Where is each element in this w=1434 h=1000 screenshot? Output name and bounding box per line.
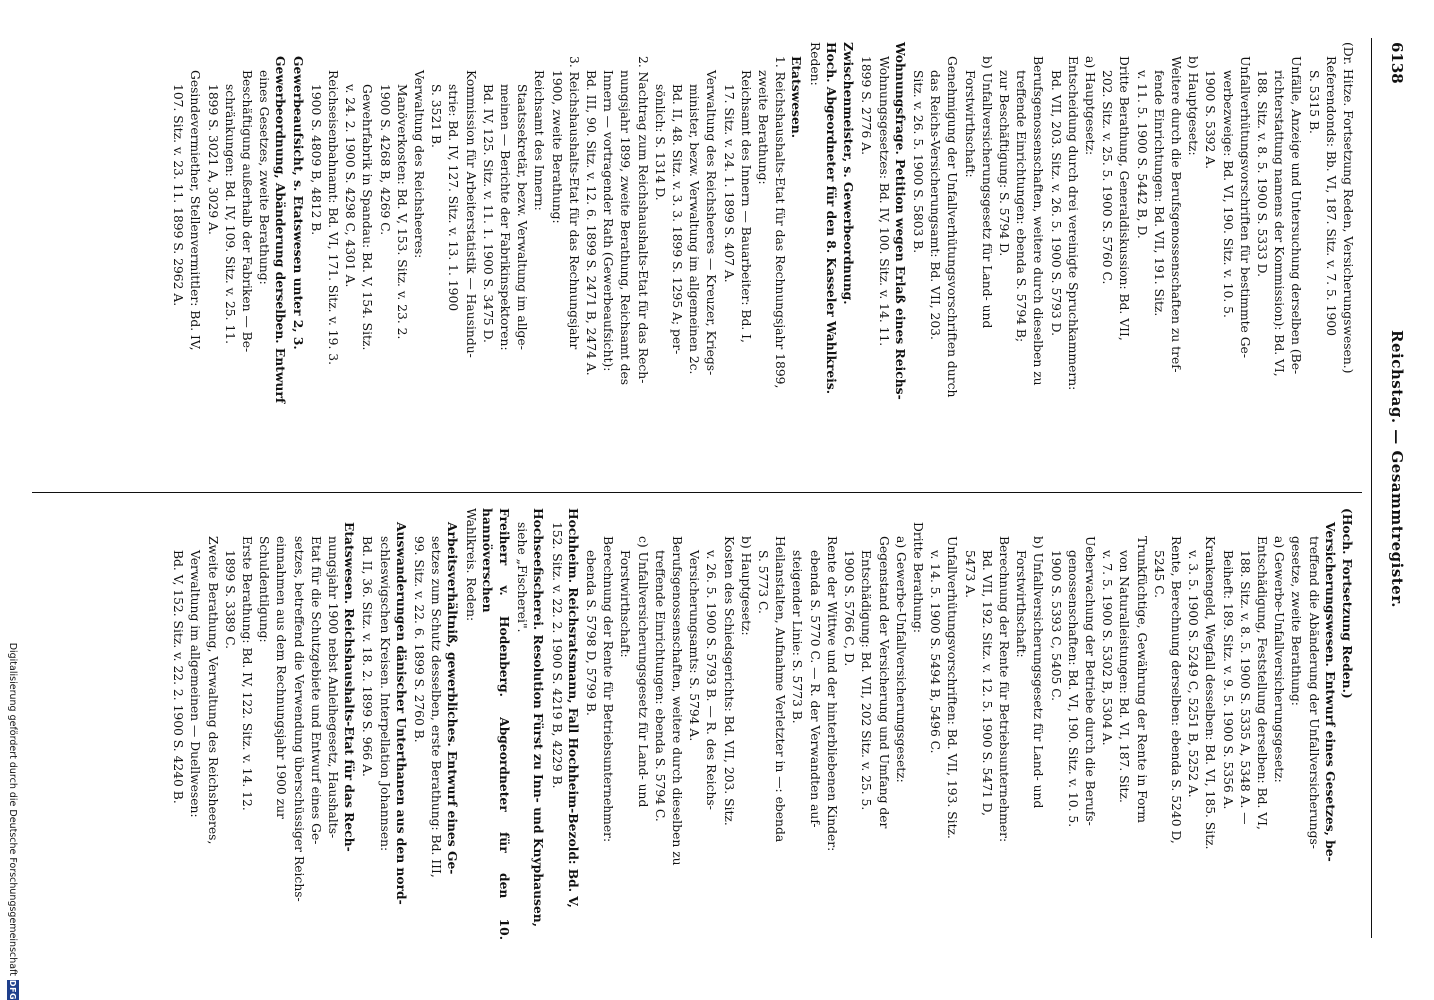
index-line: S. 3521 B. <box>429 84 444 148</box>
index-line: v. 11. 5. 1900 S. 5442 B, D. <box>1134 70 1149 239</box>
index-line: Zwischenmeister, s. Gewerbeordnung. <box>841 42 857 305</box>
index-line: Zweite Berathung, Verwaltung des Reichsheeres, <box>205 536 220 845</box>
left-column <box>169 42 1356 474</box>
index-line: Bd. VII, 192. Sitz. v. 12. 5. 1900 S. 5471 D, <box>979 550 994 816</box>
index-line: Dritte Berathung, Generaldiskussion: Bd. VII, <box>1117 56 1132 341</box>
index-line: Sitz. v. 26. 5. 1900 S. 5803 B. <box>910 70 925 254</box>
index-line: Arbeitsverhältniß, gewerbliches. Entwurf eines Ge- <box>445 522 461 875</box>
index-line: minister, bezw. Verwaltung im allgemeinen 2c. <box>687 84 702 375</box>
index-line: siehe „Fischerei". <box>515 522 530 633</box>
index-line: Reichseisenbahnamt: Bd. VI, 171. Sitz. v. 19. 3. <box>326 70 341 365</box>
index-line: 1900, zweite Berathung: <box>549 70 564 224</box>
index-line: Entscheidung durch drei vereinigte Spruchkammern: <box>1065 56 1080 391</box>
index-line: Entschädigung: Bd. VII, 202 Sitz. v. 25. 5. <box>859 550 874 811</box>
index-line: von Naturalleistungen: Bd. VI, 187. Sitz. <box>1117 550 1132 803</box>
index-line: Berechnung der Rente für Betriebsunternehmer: <box>601 536 616 843</box>
page-number: 6138 <box>1388 42 1406 84</box>
footer-text: Digitalisierung gefördert durch die Deutsche Forschungsgemeinschaft <box>7 642 19 976</box>
index-line: Bd. II, 48. Sitz. v. 3. 3. 1899 S. 1295 A; per- <box>670 84 685 355</box>
index-line: Gewehrfabrik in Spandau: Bd. V, 154. Sitz. <box>360 84 375 351</box>
index-line: Reichsamt des Innern — Bauarbeiter: Bd. I, <box>738 70 753 343</box>
index-line: Versicherungswesen. Entwurf eines Gesetzes, be- <box>1322 522 1338 862</box>
index-line: Trunkfüchtige, Gewährung der Rente in Form <box>1134 536 1149 823</box>
index-line: Gesindevermiether, Stellenvermittler: Bd. IV, <box>188 70 203 351</box>
index-line: a) Hauptgesetz: <box>1082 56 1097 156</box>
index-line: 1900 S. 5392 A. <box>1203 70 1218 169</box>
index-line: nungsjahr 1900 nebst Anleihegesetz, Haushalts- <box>326 536 341 839</box>
index-line: Bd. IV, 125. Sitz. v. 11. 1. 1900 S. 3475 D. <box>480 84 495 343</box>
index-line: Verwaltung des Reichsheeres: <box>412 70 427 259</box>
right-column <box>169 508 1356 940</box>
index-line: b) Unfallversicherungsgesetz für Land- und <box>1031 536 1046 809</box>
index-line: Etatswesen. Reichshaushalts-Etat für das Rech- <box>342 522 358 852</box>
index-line: 5473 A. <box>962 550 977 598</box>
index-line: 1899 S. 2776 A. <box>859 56 874 155</box>
index-line: Kommission für Arbeiterstatistik — Hausindu- <box>463 70 478 358</box>
index-line: v. 7. 5. 1900 S. 5302 B, 5304 A. <box>1100 550 1115 746</box>
index-line: zweite Berathung: <box>756 70 771 185</box>
index-line: Kosten des Schiedsgerichts: Bd. VII, 203. Sitz. <box>721 536 736 826</box>
index-line: Gewerbeaufsicht, s. Etatswesen unter 2, 3. <box>290 56 306 350</box>
index-line: 188. Sitz. v. 8. 5. 1900 S. 5335 A, 5348 A. — <box>1237 550 1252 825</box>
index-line: Innern — vortragender Rath (Gewerbeaufsicht): <box>601 70 616 372</box>
index-line: das Reichs-Versicherungsamt: Bd. VII, 203. <box>928 70 943 340</box>
index-line: meinen — Berichte der Fabrikinspektoren: <box>498 84 513 351</box>
index-line: b) Hauptgesetz: <box>1186 56 1201 156</box>
index-line: Forstwirthschaft: <box>962 70 977 178</box>
index-line: v. 24. 2. 1900 S. 4298 C, 4301 A. <box>343 84 358 288</box>
index-line: b) Unfallversicherungsgesetz für Land- und <box>979 56 994 329</box>
index-line: Berechnung der Rente für Betriebsunternehmer: <box>996 536 1011 843</box>
digitization-footer <box>4 610 22 1000</box>
index-line: fende Einrichtungen: Bd. VII, 191. Sitz. <box>1151 70 1166 317</box>
index-line: zur Beschäftigung: S. 5794 D. <box>996 70 1011 257</box>
index-line: 1. Reichshaushalts-Etat für das Rechnungsjahr 1899, <box>773 56 788 389</box>
index-line: Genehmigung der Unfallverhütungsvorschriften durch <box>945 56 960 398</box>
index-line: Berufsgenossenschaften, weitere durch dieselben zu <box>670 536 685 866</box>
index-line: treffende Einrichtungen: ebenda S. 5794 C. <box>652 550 667 822</box>
index-line: Berufsgenossenschaften, weitere durch dieselben zu <box>1031 56 1046 386</box>
index-line: 1899 S. 3389 C. <box>222 550 237 650</box>
index-line: Hochheim. Reichsratsmann, Fall Hochheim-Bezold: Bd. V, <box>565 508 581 908</box>
index-line: steigender Linie: S. 5773 B. <box>790 550 805 724</box>
index-line: Manöverkosten: Bd. V, 153. Sitz. v. 23. 2. <box>394 84 409 340</box>
index-line: Staatssekretär, bezw. Verwaltung im allge- <box>515 84 530 350</box>
index-line: Wohnungsfrage. Petition wegen Erlaß eines Reichs- <box>892 42 908 400</box>
index-line: Erste Berathung: Bd. IV, 122. Sitz. v. 14. 12. <box>240 536 254 811</box>
index-line: Gegenstand der Versicherung und Umfang der <box>876 536 891 829</box>
index-line: v. 14. 5. 1900 S. 5494 B, 5496 C. <box>928 550 943 754</box>
index-line: 3. Reichshaushalts-Etat für das Rechnungsjahr <box>566 56 581 350</box>
index-line: ebenda S. 5770 C. — R. der Verwandten auf- <box>807 550 822 828</box>
index-line: Bd. VII, 203. Sitz. v. 26. 5. 1900 S. 5793 D. <box>1048 70 1063 336</box>
index-line: (Dr. Hitze. Fortsetzung Reden, Versicherungswesen.) <box>1341 42 1355 374</box>
index-line: Hochseefischerei. Resolution Fürst zu Inn- und Knyphausen, <box>531 508 547 928</box>
index-line: 99. Sitz. v. 22. 6. 1899 S. 2760 B. <box>412 536 427 743</box>
index-line: Bd. V, 152. Sitz. v. 22. 2. 1900 S. 4240 B. <box>171 550 186 804</box>
index-line: ebenda S. 5798 D, 5799 B. <box>584 550 599 716</box>
index-line: Verwaltung des Reichsheeres — Kreuzer, Kriegs- <box>704 70 719 376</box>
index-line: Forstwirthschaft: <box>618 550 633 658</box>
index-line: schleswigschen Kreisen. Interpellation Johannsen: <box>377 536 392 852</box>
index-line: Bd. II, 36. Sitz. v. 18. 2. 1899 S. 966 A. <box>360 536 375 777</box>
index-line: 1899 S. 3021 A, 3029 A. <box>205 84 220 235</box>
index-line: 5245 C. <box>1151 550 1166 599</box>
index-line: Reichsamt des Innern: <box>532 70 547 211</box>
index-line: S. 5773 C. <box>756 550 771 614</box>
index-line: Unfallverhütungsvorschriften: Bd. VII, 193. Sitz. <box>945 536 960 839</box>
index-line: Entschädigung, Feststellung derselben: Bd. VI, <box>1254 536 1269 830</box>
index-line: nungsjahr 1899, zweite Berathung, Reichsamt des <box>618 70 633 386</box>
index-line: c) Unfallversicherungsgesetz für Land- und <box>635 536 650 808</box>
index-line: Dritte Berathung: <box>910 522 925 633</box>
index-line: 152. Sitz. v. 22. 2. 1900 S. 4219 B, 4229 B. <box>549 522 564 789</box>
index-line: a) Gewerbe-Unfallversicherungsgesetz: <box>1272 536 1287 783</box>
index-line: Forstwirthschaft: <box>1014 550 1029 658</box>
index-line: 1900 S. 5766 C, D. <box>842 550 857 667</box>
index-line: Beschäftigung außerhalb der Fabriken — Be- <box>240 70 254 353</box>
index-line: 1900 S. 4268 B, 4269 C. <box>377 84 392 236</box>
index-line: Unfallverhütungsvorschriften für bestimmte Ge- <box>1237 56 1252 358</box>
index-line: Reden: <box>807 42 822 86</box>
index-line: v. 3. 5. 1900 S. 5249 C, 5251 B, 5252 A. <box>1186 550 1201 798</box>
index-line: werbezweige: Bd. VI, 190. Sitz. v. 10. 5. <box>1220 70 1235 318</box>
index-line: Heilanstalten, Aufnahme Verletzter in —: ebenda <box>773 536 788 843</box>
index-line: Verwaltung im allgemeinen — Duellwesen: <box>188 550 203 818</box>
index-line: Rente, Berechnung derselben: ebenda S. 5240 D, <box>1168 536 1183 844</box>
index-line: Beiheft: 189. Sitz. v. 9. 5. 1900 S. 5356 A. <box>1220 550 1235 810</box>
index-line: Gewerbeordnung, Abänderung derselben. Entwurf <box>273 56 289 404</box>
index-line: Etat für die Schutzgebiete und Entwurf eines Ge- <box>308 536 323 845</box>
index-line: schränkungen: Bd. IV, 109. Sitz. v. 25. 11. <box>222 84 237 344</box>
index-line: treffend die Abänderung der Unfallversicherungs- <box>1306 536 1321 849</box>
index-line: richterstattung namens der Kommission): Bd. VI, <box>1272 70 1287 377</box>
index-line: b) Hauptgesetz: <box>738 536 753 636</box>
index-line: 17. Sitz. v. 24. 1. 1899 S. 407 A. <box>721 84 736 283</box>
index-line: setzes, betreffend die Verwendung überschüssiger Reichs- <box>291 536 306 902</box>
index-line: Bd. III, 90. Sitz. v. 12. 6. 1899 S. 2471 B, 2474 A. <box>584 70 599 376</box>
header-rule <box>1371 38 1372 938</box>
index-line: Referendonds: Bb. VI, 187. Sitz. v. 7. 5. 1900 <box>1323 56 1338 336</box>
index-line: Wahlkreis. Reden: <box>463 508 478 622</box>
index-line: 188. Sitz. v. 8. 5. 1900 S. 5333 D. <box>1254 70 1269 278</box>
index-line: Schuldentilgung: <box>257 536 272 643</box>
index-line: Weitere durch die Berufsgenossenschaften zu tref- <box>1168 56 1183 373</box>
index-line: 1900 S. 5393 C, 5405 C. <box>1048 550 1063 702</box>
index-line: genossenschaften: Bd. VI, 190. Sitz. v. 10. 5. <box>1065 550 1080 828</box>
index-line: Wohnungsgesetzes: Bd. IV, 100. Sitz. v. 14. 11. <box>876 56 891 347</box>
index-line: Etatswesen. <box>789 56 805 139</box>
index-line: Unfälle, Anzeige und Untersuchung derselben (Be- <box>1289 56 1304 375</box>
index-line: eines Gesetzes, zweite Berathung: <box>257 70 272 285</box>
index-line: Krankengeld, Wegfall desselben: Bd. VI, 185. Sitz. <box>1203 536 1218 850</box>
index-line: 2. Nachtrag zum Reichshaushalts-Etat für das Rech- <box>635 56 650 384</box>
index-line: treffende Einrichtungen: ebenda S. 5794 B; <box>1014 70 1029 343</box>
index-line: sönlich: S. 1314 D. <box>652 84 667 201</box>
index-line: a) Gewerbe-Unfallversicherungsgesetz: <box>893 536 908 783</box>
index-line: einnahmen aus dem Rechnungsjahr 1900 zur <box>274 536 289 819</box>
index-line: 1900 S. 4809 B, 4812 B. <box>308 84 323 236</box>
index-line: Hoch. Abgeordneter für den 8. Kasseler Wahlkreis. <box>823 42 839 395</box>
index-line: (Hoch. Fortsetzung Reden.) <box>1340 508 1355 699</box>
index-line: 107. Sitz. v. 23. 11. 1899 S. 2962 A. <box>171 84 186 307</box>
index-line: S. 5315 B. <box>1306 70 1321 134</box>
index-line: gesetze, zweite Berathung: <box>1289 536 1304 706</box>
index-line: Rente der Wittwe und der hinterbliebenen Kinder: <box>824 536 839 852</box>
column-divider <box>32 492 1362 493</box>
index-line: v. 26. 5. 1900 S. 5793 B. — R. des Reichs- <box>704 550 719 810</box>
dfg-logo: DFG <box>8 979 18 1000</box>
index-line: Freiherr v. Hodenberg. Abgeordneter für den 10. hannöverschen <box>479 508 513 940</box>
running-title: Reichstag. — Gesammtregister. <box>1388 330 1406 608</box>
index-line: Auswanderungen dänischer Unterthanen aus den nord- <box>393 522 409 905</box>
index-line: strie: Bd. IV, 127. Sitz. v. 13. 1. 1900 <box>446 84 461 312</box>
index-line: setzes zum Schutz desselben, erste Berathung: Bd. III, <box>429 536 444 878</box>
index-line: Ueberwachung der Betriebe durch die Berufs- <box>1082 536 1097 826</box>
index-line: 202. Sitz. v. 25. 5. 1900 S. 5760 C. <box>1100 70 1115 285</box>
index-line: Versicherungsamts: S. 5794 A. <box>687 550 702 742</box>
